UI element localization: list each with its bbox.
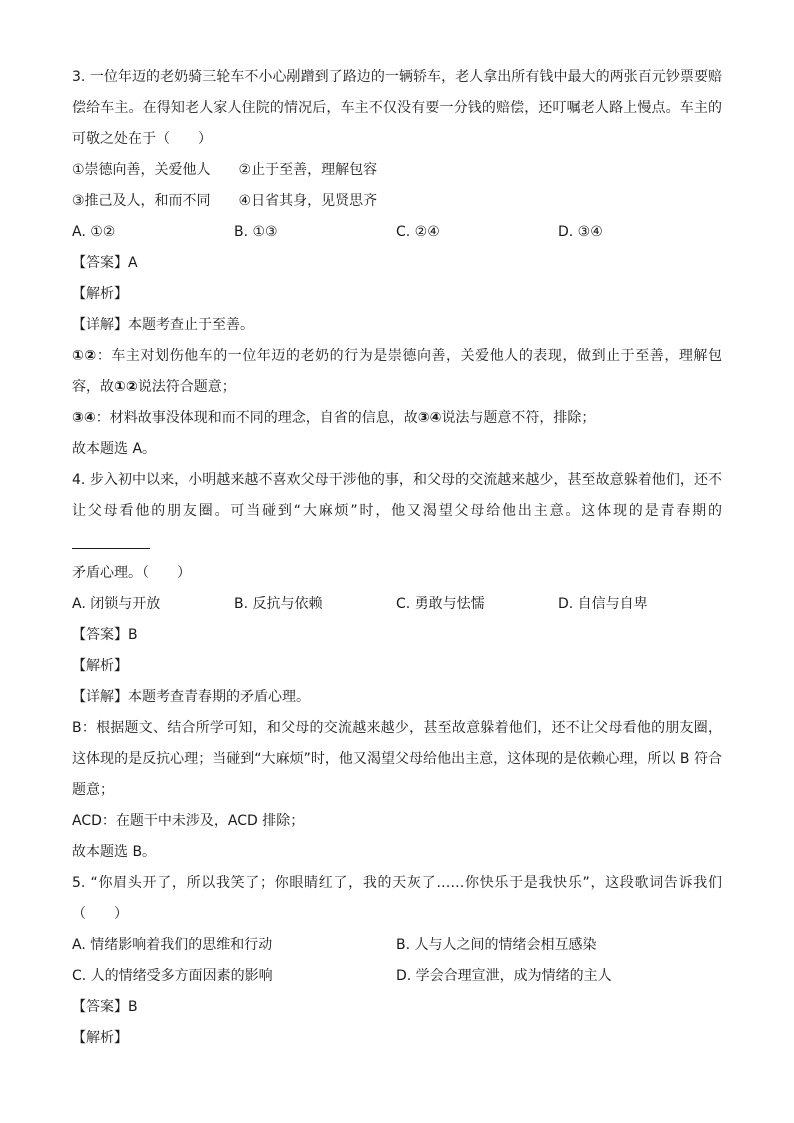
q4-answer: 【答案】B — [72, 627, 138, 643]
q4-stem-part2: 矛盾心理。（ ） — [72, 565, 191, 581]
q5-options-row-1 — [72, 930, 722, 961]
q3-expl2-text: ：材料故事没体现和而不同的理念，自省的信息，故 — [95, 410, 418, 426]
q4-explanation-1: B：根据题文、结合所学可知，和父母的交流越来越少，甚至故意躲着他们，还不让父母看他的朋友圈，这体现的是反抗心理；当碰到“大麻烦”时，他又渴望父母给他出主意，这体现的是依赖心理，所以 B 符合题意； — [72, 720, 722, 798]
q3-expl1-tail: 说法符合题意； — [137, 379, 236, 395]
q4-options — [72, 589, 722, 620]
q3-expl1-mark: ①② — [72, 348, 97, 364]
q5-option-d: D. 学会合理宣泄，成为情绪的主人 — [396, 968, 612, 984]
q3-expl1-mark2: ①② — [114, 379, 138, 395]
q3-stem: 3. 一位年迈的老奶骑三轮车不小心剐蹭到了路边的一辆轿车，老人拿出所有钱中最大的两张百元钞票要赔偿给车主。在得知老人家人住院的情况后，车主不仅没有要一分钱的赔偿，还叮嘱老人路上慢点。车主的可敬之处在于（ ） — [72, 69, 722, 147]
q3-analysis-label: 【解析】 — [72, 286, 128, 302]
q4-stem — [72, 465, 722, 589]
q4-option-a: A. 闭锁与开放 — [72, 596, 161, 612]
q4-stem-part1: 4. 步入初中以来，小明越来越不喜欢父母干涉他的事，和父母的交流越来越少，甚至故意躲着他们，还不让父母看他的朋友圈。可当碰到“大麻烦”时，他又渴望父母给他出主意。这体现的是青春期的 — [72, 472, 722, 519]
q3-expl1-text: ：车主对划伤他车的一位年迈的老奶的行为是崇德向善，关爱他人的表现，做到止于至善，理解包容，故 — [72, 348, 722, 395]
q3-expl2-mark2: ③④ — [417, 410, 442, 426]
q3-option-b: B. ①③ — [234, 224, 278, 240]
q3-conclusion: 故本题选 A。 — [72, 441, 157, 457]
q4-option-d: D. 自信与自卑 — [558, 596, 648, 612]
q3-expl2-tail: 说法与题意不符，排除； — [441, 410, 596, 426]
q4-analysis-label: 【解析】 — [72, 658, 128, 674]
q3-option-c: C. ②④ — [396, 224, 440, 240]
document-page — [72, 62, 722, 1054]
q5-option-a: A. 情绪影响着我们的思维和行动 — [72, 937, 273, 953]
q4-option-c: C. 勇敢与怯懦 — [396, 596, 485, 612]
q5-answer: 【答案】B — [72, 999, 138, 1015]
q3-answer: 【答案】A — [72, 255, 138, 271]
q3-option-a: A. ①② — [72, 224, 116, 240]
q4-conclusion: 故本题选 B。 — [72, 844, 157, 860]
q3-statement-2: ③推己及人，和而不同 ④日省其身，见贤思齐 — [72, 193, 378, 209]
q3-explanation-2 — [72, 403, 722, 434]
q4-answer-blank — [72, 532, 150, 549]
q4-detail: 【详解】本题考查青春期的矛盾心理。 — [72, 689, 310, 705]
q3-option-d: D. ③④ — [558, 224, 603, 240]
q3-statement-1: ①崇德向善，关爱他人 ②止于至善，理解包容 — [72, 162, 378, 178]
q5-analysis-label: 【解析】 — [72, 1030, 128, 1046]
q5-option-b: B. 人与人之间的情绪会相互感染 — [396, 937, 597, 953]
q3-options — [72, 217, 722, 248]
q5-stem: 5. “你眉头开了，所以我笑了；你眼睛红了，我的天灰了……你快乐于是我快乐”，这段歌词告诉我们（ ） — [72, 875, 722, 922]
q5-options-row-2 — [72, 961, 722, 992]
q3-expl2-mark: ③④ — [72, 410, 96, 426]
q4-explanation-2: ACD：在题干中未涉及，ACD 排除； — [72, 813, 305, 829]
q4-option-b: B. 反抗与依赖 — [234, 596, 323, 612]
q5-option-c: C. 人的情绪受多方面因素的影响 — [72, 968, 273, 984]
q3-explanation-1 — [72, 341, 722, 403]
q3-detail: 【详解】本题考查止于至善。 — [72, 317, 254, 333]
